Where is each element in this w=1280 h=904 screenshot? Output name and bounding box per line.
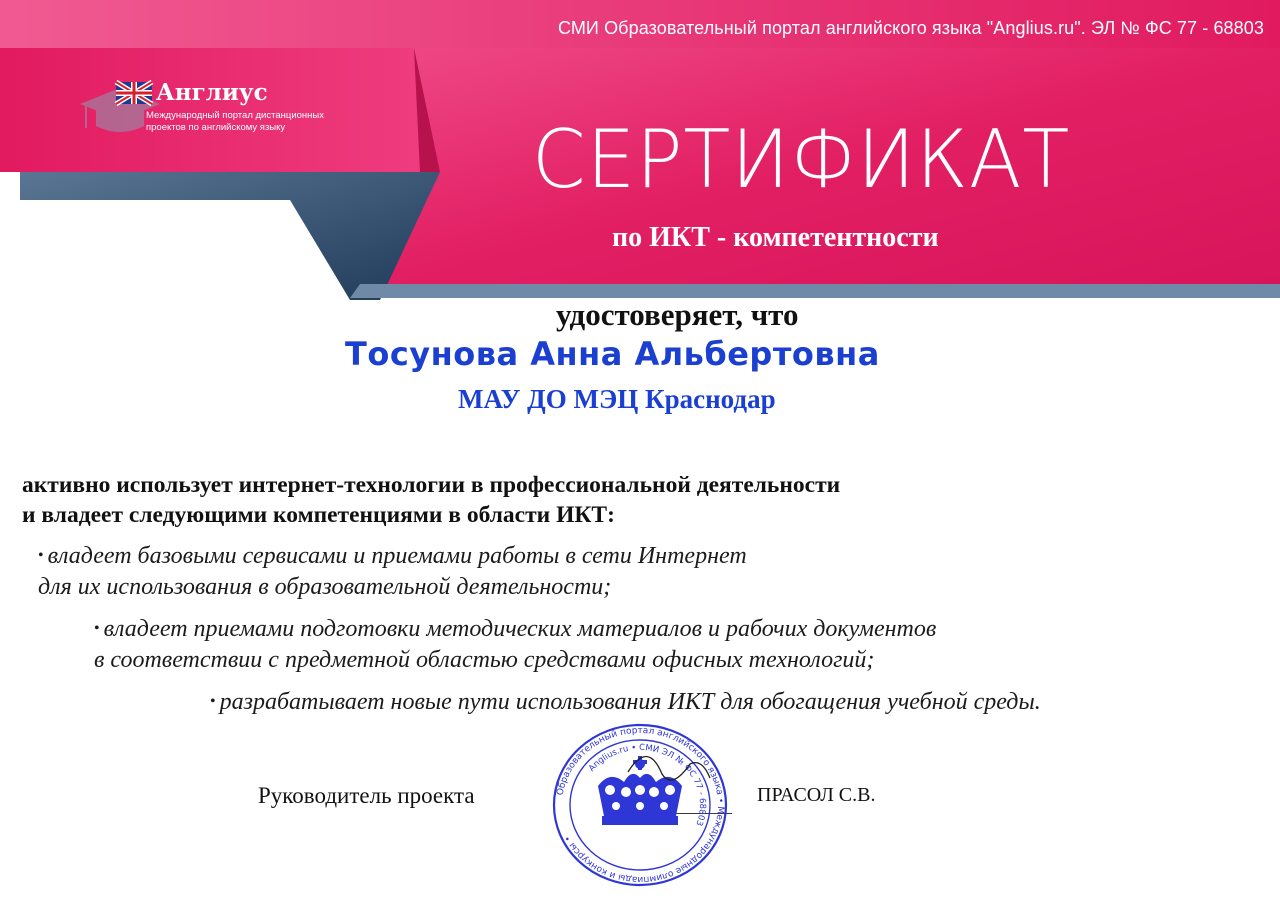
bullet-icon: • [210,693,216,710]
intro-paragraph [22,470,1022,530]
svg-text:Образовательный портал английс: Образовательный портал английского языка • Международные олимпиады и конкурсы • [555,725,726,885]
svg-text:Anglius.ru • СМИ ЭЛ № ФС 77 -: Anglius.ru • СМИ ЭЛ № ФС 77 - 68803 [586,742,708,828]
competency-3-line-1: разрабатывает новые пути использования ИКТ для обогащения учебной среды. [219,689,1041,715]
competency-2-line-2: в соответствии с предметной областью средствами офисных технологий; [94,647,875,673]
intro-line-1: активно использует интернет-технологии в профессиональной деятельности [22,472,841,498]
certificate-title: СЕРТИФИКАТ [532,113,1071,206]
navy-ribbon [20,172,440,300]
certificate-subtitle: по ИКТ - компетентности [612,222,939,253]
competency-item [210,688,1270,719]
logo-subtitle [146,110,386,134]
crown-icon [598,756,682,825]
competency-item [38,542,938,602]
organization-name: МАУ ДО МЭЦ Краснодар [458,384,776,414]
competency-item [94,615,1094,675]
logo-name: Англиус [156,79,268,106]
logo-subtitle-line1: Международный портал дистанционных [146,110,324,121]
registry-text: СМИ Образовательный портал английского языка "Anglius.ru". ЭЛ № ФС 77 - 68803 [557,18,1264,38]
recipient-name: Тосунова Анна Альбертовна [345,335,880,373]
signatory-name: ПРАСОЛ С.В. [757,784,876,806]
official-stamp [540,720,740,890]
competency-1-line-1: владеет базовыми сервисами и приемами работы в сети Интернет [47,543,747,569]
navy-underline [350,284,1280,298]
logo [80,76,380,146]
intro-line-2: и владеет следующими компетенциями в области ИКТ: [22,502,615,528]
logo-subtitle-line2: проектов по английскому языку [146,122,286,133]
certifies-text: удостоверяет, что [556,297,799,332]
bullet-icon: • [94,620,100,637]
competency-1-line-2: для их использования в образовательной деятельности; [38,574,612,600]
competency-2-line-1: владеет приемами подготовки методических материалов и рабочих документов [103,616,937,642]
signature-label: Руководитель проекта [258,783,475,808]
bullet-icon: • [38,547,44,564]
